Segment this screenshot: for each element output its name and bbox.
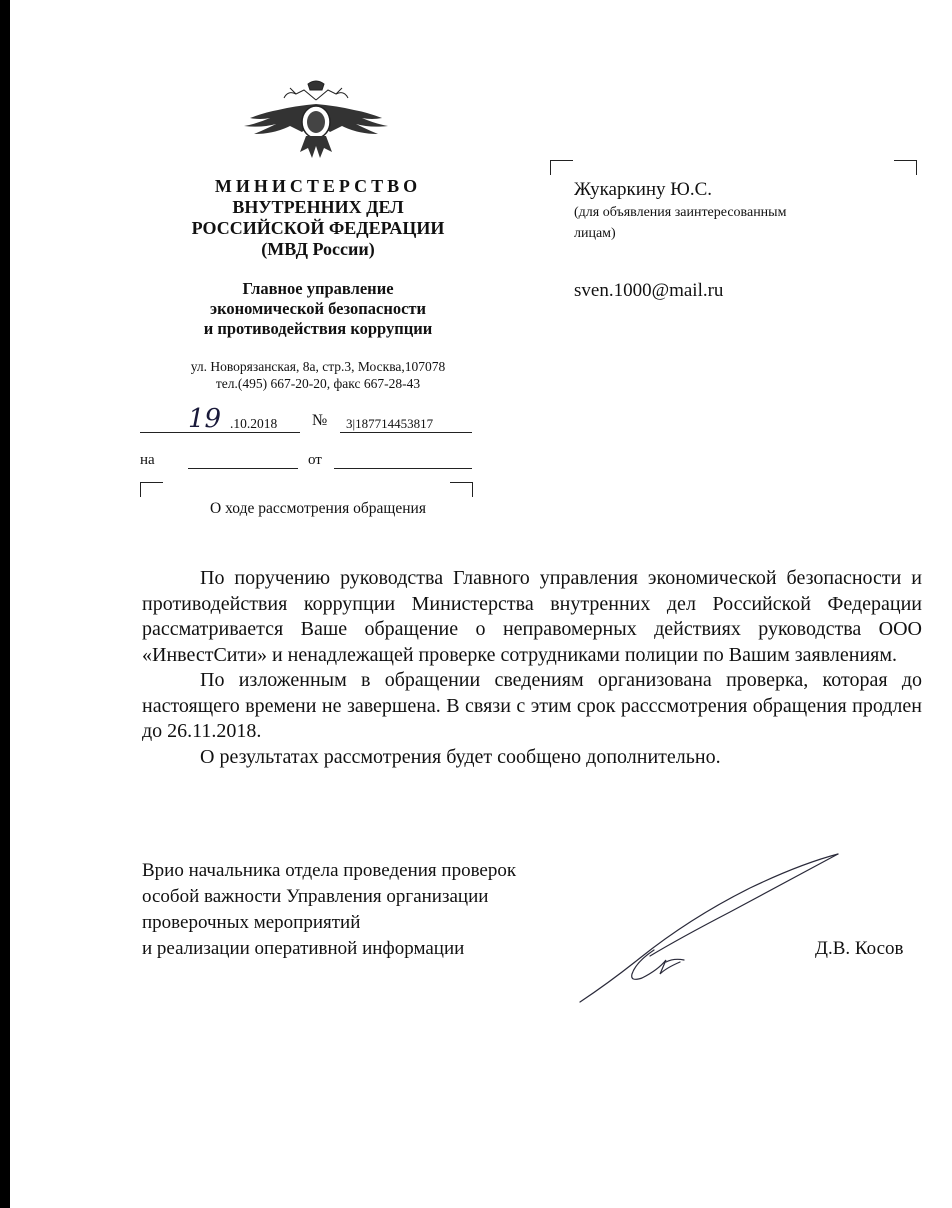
reg-number: 3|187714453817 <box>346 416 434 431</box>
addressee-corner-left <box>550 160 573 175</box>
number-underline <box>340 432 472 433</box>
handwritten-day: 19 <box>188 404 222 434</box>
body-paragraph: По изложенным в обращении сведениям организована проверка, которая до настоящего времени не завершена. В связи с этим срок расссмотрения обращения продлен до 26.11.2018. <box>142 669 922 742</box>
department-line: экономической безопасности <box>209 299 427 318</box>
on-underline <box>188 468 298 469</box>
reg-date: .10.2018 <box>230 416 278 431</box>
ministry-line: (МВД России) <box>261 239 375 259</box>
signer-position <box>142 858 516 962</box>
addressee-block <box>574 178 786 244</box>
letter-page <box>10 0 952 1208</box>
number-sign: № <box>312 412 328 429</box>
on-label: на <box>140 452 155 468</box>
address-line: тел.(495) 667-20-20, факс 667-28-43 <box>215 376 421 391</box>
addressee-note-line: (для объявления заинтересованным <box>574 205 787 220</box>
addressee-corner-right <box>894 160 917 175</box>
signer-position-line: Врио начальника отдела проведения проверок <box>142 860 517 881</box>
department-address <box>140 358 496 392</box>
body-paragraph: По поручению руководства Главного управления экономической безопасности и противодействия коррупции Министерства внутренних дел Российской Федерации рассматривается Ваше обращение о неправомерных действиях руководства ООО «ИнвестСити» и ненадлежащей проверке сотрудниками полиции по Вашим заявлениям. <box>142 567 922 666</box>
signer-position-line: и реализации оперативной информации <box>142 938 465 959</box>
department-line: и противодействия коррупции <box>203 319 433 338</box>
double-headed-eagle-emblem-icon <box>236 80 396 162</box>
ministry-name <box>140 176 496 260</box>
addressee-email: sven.1000@mail.ru <box>574 280 724 301</box>
addressee-name: Жукаркину Ю.С. <box>574 179 712 200</box>
letter-subject: О ходе рассмотрения обращения <box>210 500 426 517</box>
letter-body <box>142 566 922 770</box>
department-name <box>140 279 496 339</box>
body-paragraph: О результатах рассмотрения будет сообщено дополнительно. <box>200 745 721 768</box>
ministry-line: РОССИЙСКОЙ ФЕДЕРАЦИИ <box>191 218 445 238</box>
signer-position-line: проверочных мероприятий <box>142 912 361 933</box>
subject-corner-right <box>450 482 473 497</box>
ministry-line: МИНИСТЕРСТВО <box>214 176 422 196</box>
from-label: от <box>308 452 322 468</box>
department-line: Главное управление <box>242 279 394 298</box>
signer-name: Д.В. Косов <box>815 938 904 959</box>
subject-corner-left <box>140 482 163 497</box>
from-underline <box>334 468 472 469</box>
signer-position-line: особой важности Управления организации <box>142 886 489 907</box>
ministry-line: ВНУТРЕННИХ ДЕЛ <box>232 197 404 217</box>
addressee-note-line: лицам) <box>574 226 616 241</box>
handwritten-signature-icon <box>570 850 850 1010</box>
address-line: ул. Новорязанская, 8а, стр.3, Москва,107078 <box>190 359 446 374</box>
